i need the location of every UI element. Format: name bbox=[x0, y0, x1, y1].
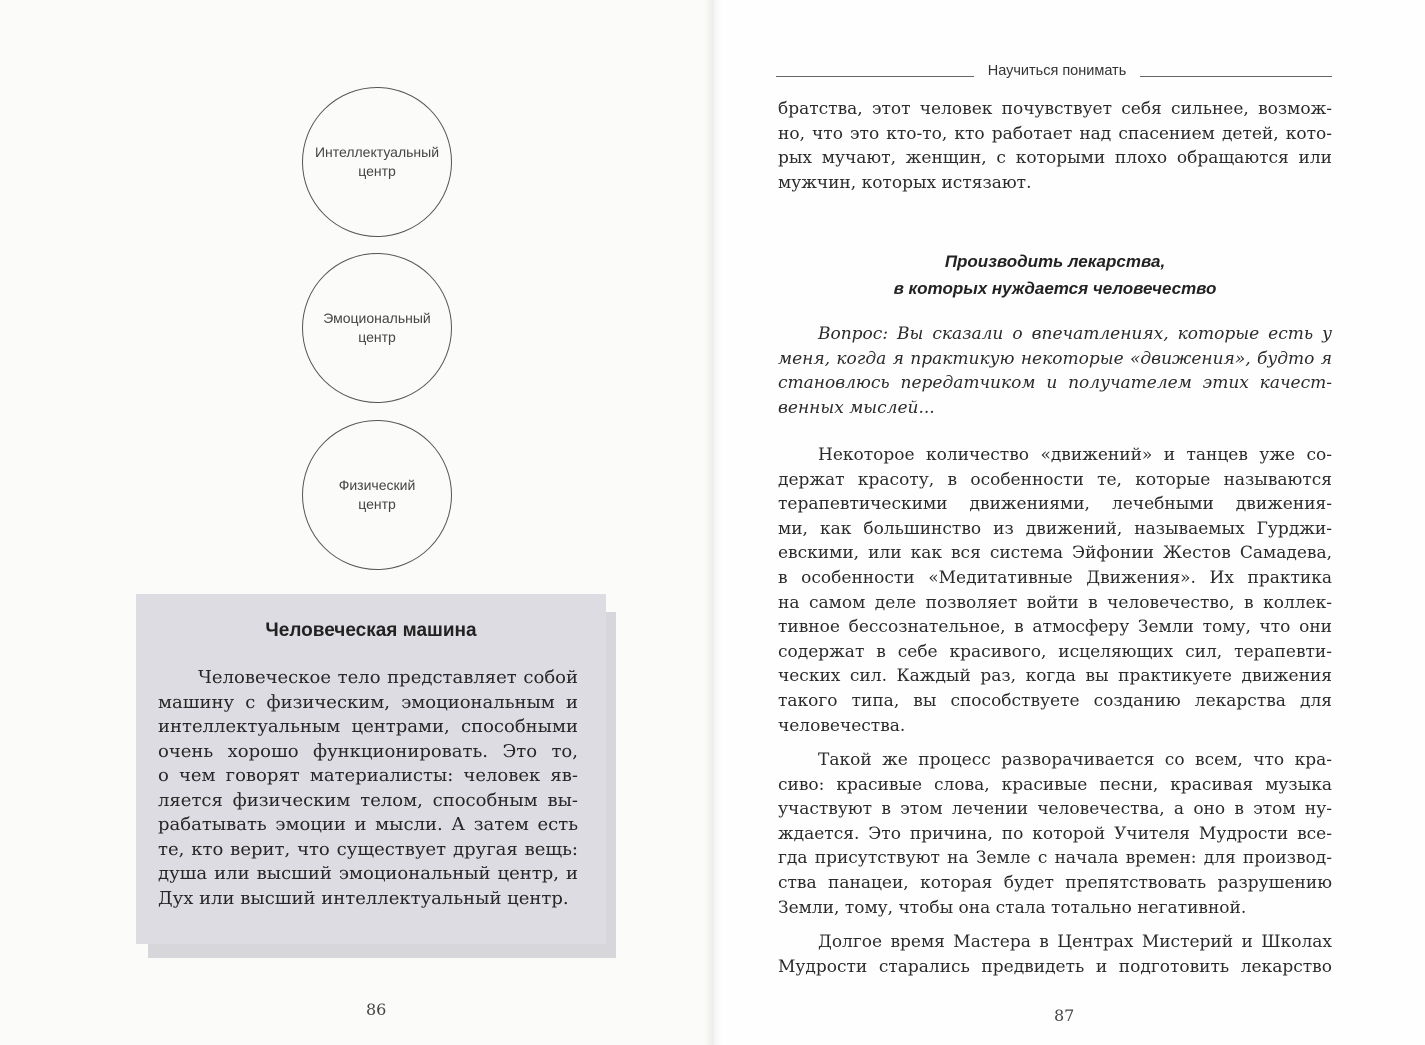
text-line: рых мучают, женщин, с которыми плохо обращаются или bbox=[778, 148, 1332, 169]
text-line: машину с физическим, эмоциональным и bbox=[158, 691, 578, 713]
text-line: ждается. Это причина, по которой Учителя Мудрости все- bbox=[778, 823, 1332, 844]
text-line: венных мыслей... bbox=[778, 397, 935, 418]
text-line: Человеческое тело представляет собой bbox=[198, 667, 578, 688]
paragraph bbox=[778, 97, 1332, 195]
paragraph bbox=[778, 748, 1332, 920]
text-line: рабатывать эмоции и мысли. А затем есть bbox=[158, 814, 578, 835]
paragraph bbox=[778, 443, 1332, 738]
text-line: Вопрос: Вы сказали о впечатлениях, которые есть у bbox=[818, 324, 1332, 344]
text-line: Такой же процесс разворачивается со всем, что кра- bbox=[818, 750, 1332, 770]
circle-label-line: Физический bbox=[338, 477, 416, 493]
text-line: участвуют в этом лечении человечества, а оно в этом ну- bbox=[778, 799, 1332, 820]
intellectual-center-circle bbox=[302, 87, 452, 237]
text-line: о чем говорят материалисты: человек яв- bbox=[158, 765, 578, 786]
circle-label-line: Интеллектуальный bbox=[314, 144, 440, 160]
text-line: Долгое время Мастера в Центрах Мистерий и Школах bbox=[818, 932, 1332, 952]
text-line: евскими, или как вся система Эйфонии Жестов Самадева, bbox=[778, 543, 1332, 564]
text-line: очень хорошо функционировать. Это то, bbox=[158, 740, 578, 762]
text-line: в особенности «Медитативные Движения». Их практика bbox=[778, 567, 1332, 588]
sidebar-box-title: Человеческая машина bbox=[265, 620, 477, 641]
text-line: меня, когда я практикую некоторые «движения», будто я bbox=[778, 348, 1332, 369]
text-line: становлюсь передатчиком и получателем этих качест- bbox=[778, 373, 1332, 394]
heading-line: в которых нуждается человечество bbox=[893, 279, 1217, 298]
physical-center-circle bbox=[302, 420, 452, 570]
text-line: ства панацеи, которая будет препятствовать разрушению bbox=[778, 872, 1332, 893]
text-line: Мудрости старались предвидеть и подготовить лекарство bbox=[778, 956, 1332, 977]
text-line: такого типа, вы способствуете созданию лекарства для bbox=[778, 690, 1332, 711]
text-line: ческих сил. Каждый раз, когда вы практикуете движения bbox=[778, 666, 1332, 687]
emotional-center-circle bbox=[302, 253, 452, 403]
text-line: ляется физическим телом, способным вы- bbox=[158, 789, 578, 811]
text-line: но, что это кто-то, кто работает над спасением детей, кото- bbox=[778, 123, 1332, 144]
text-line: Земли, тому, чтобы она стала тотально негативной. bbox=[778, 897, 1247, 918]
text-line: на самом деле позволяет войти в человечество, в коллек- bbox=[778, 592, 1332, 613]
sidebar-box-text bbox=[158, 666, 578, 911]
page-number: 87 bbox=[1054, 1006, 1075, 1025]
text-line: сиво: красивые слова, красивые песни, красивая музыка bbox=[778, 774, 1332, 795]
text-line: гда присутствуют на Земле с начала времен: для производ- bbox=[778, 848, 1332, 869]
text-line: интеллектуальным центрами, способными bbox=[158, 716, 578, 737]
text-line: Дух или высший интеллектуальный центр. bbox=[158, 887, 569, 909]
circle-label-line: центр bbox=[358, 163, 396, 179]
paragraph bbox=[778, 930, 1332, 979]
page-number: 86 bbox=[366, 1000, 387, 1019]
running-head-rule-left bbox=[776, 76, 974, 77]
circle-label-line: центр bbox=[358, 329, 396, 345]
running-head-rule-right bbox=[1140, 76, 1332, 77]
heading-line: Производить лекарства, bbox=[944, 252, 1166, 271]
running-head bbox=[776, 63, 1332, 83]
text-line: человечества. bbox=[778, 715, 906, 736]
text-line: держат красоту, в особенности те, которые называются bbox=[778, 469, 1332, 490]
left-page bbox=[0, 0, 712, 1045]
text-line: терапевтическими движениями, лечебными движения- bbox=[778, 494, 1332, 515]
text-line: ми, как большинство из движений, называемых Гурджи- bbox=[778, 518, 1332, 539]
question-paragraph bbox=[778, 322, 1332, 420]
text-line: содержат в себе красивого, исцеляющих сил, терапевти- bbox=[778, 641, 1332, 662]
text-line: душа или высший эмоциональный центр, и bbox=[158, 863, 578, 884]
section-heading bbox=[778, 248, 1332, 302]
text-line: те, кто верит, что существует другая вещь: bbox=[158, 838, 578, 860]
circle-label-line: Эмоциональный bbox=[323, 310, 431, 326]
text-line: тивное бессознательное, в атмосферу Земли тому, что они bbox=[778, 617, 1332, 638]
running-head-title: Научиться понимать bbox=[987, 63, 1127, 79]
text-line: мужчин, которых истязают. bbox=[778, 172, 1032, 193]
book-spine bbox=[704, 0, 722, 1045]
circle-label-line: центр bbox=[358, 496, 396, 512]
text-line: братства, этот человек почувствует себя сильнее, возмож- bbox=[778, 99, 1332, 119]
text-line: Некоторое количество «движений» и танцев уже со- bbox=[818, 445, 1332, 465]
